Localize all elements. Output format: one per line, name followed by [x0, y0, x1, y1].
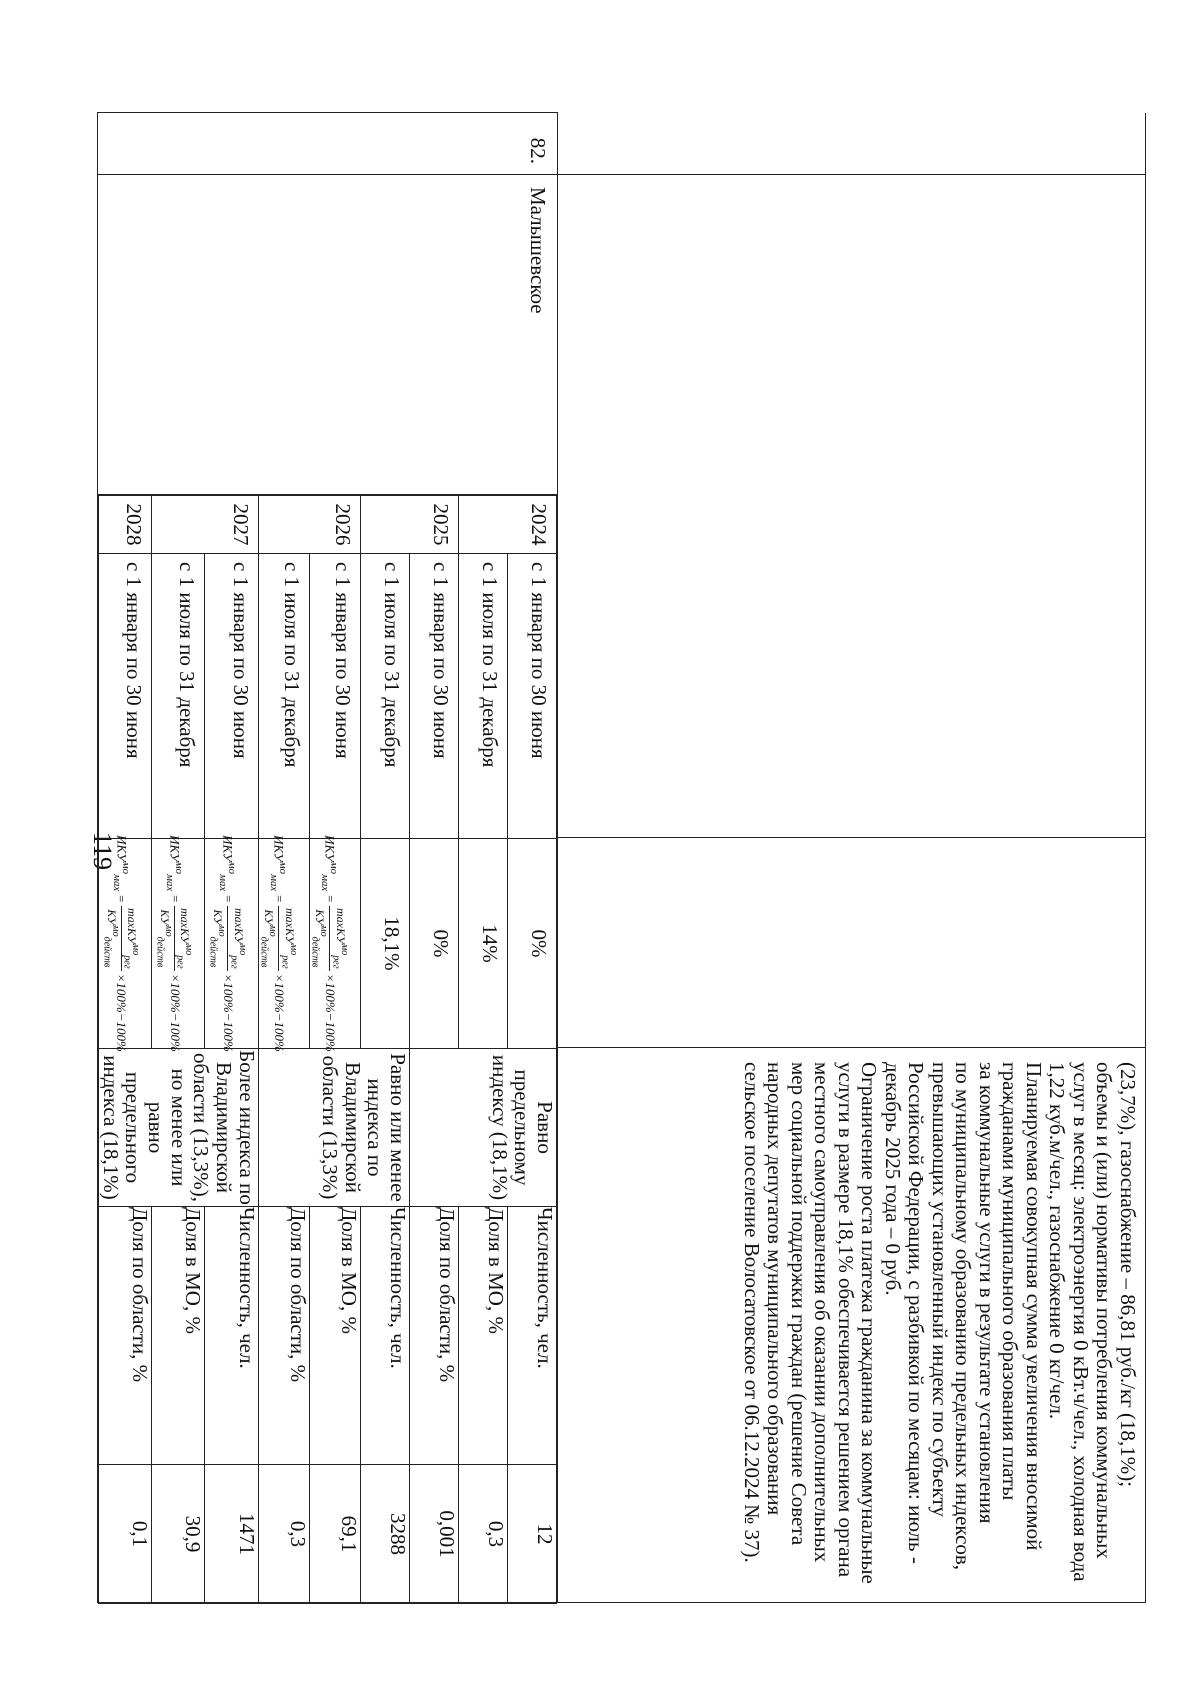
formula-den-base: КУ: [157, 909, 172, 926]
formula-den-sup: мо: [162, 925, 174, 937]
formula-num-sup: мо: [236, 943, 248, 956]
period-cell: с 1 января по 30 июня: [410, 554, 459, 839]
formula-lhs-sup: мо: [226, 861, 239, 875]
stat-value: 69,1: [309, 1465, 360, 1604]
year-cell: 2025: [361, 496, 459, 554]
description-line: мер социальной поддержки граждан (решение Совета: [786, 1062, 811, 1546]
formula-lhs-sup: мо: [172, 861, 185, 875]
condition-cell: Равно или менее индекса по Владимирской области (13,3%): [258, 1049, 409, 1207]
formula-fraction: [208, 906, 248, 971]
formula-fraction: [259, 906, 299, 971]
description-line: (23,7%), газоснабжение – 86,81 руб./кг (18,1%);: [1116, 1062, 1140, 1488]
formula-den-sub: действ: [310, 936, 322, 968]
formula-lhs-sup: мо: [277, 861, 290, 875]
formula-fraction: [101, 906, 141, 971]
period-cell: с 1 июля по 31 декабря: [258, 554, 309, 839]
index-cell: [152, 835, 205, 1052]
formula-equals: =: [114, 894, 130, 904]
formula-numerator: [278, 906, 299, 971]
formula-lhs-sub: мах: [110, 874, 123, 892]
formula-denominator: [259, 907, 279, 969]
continuation-row: [558, 113, 1146, 1603]
formula-lhs-base: ИКУ: [114, 835, 130, 862]
formula-lhs: [217, 835, 238, 891]
formula-num-sup: мо: [130, 943, 142, 956]
index-formula: [310, 835, 354, 1052]
year-cell: 2027: [152, 496, 258, 554]
formula-lhs-sub: мах: [319, 874, 332, 892]
index-cell: 14%: [459, 839, 508, 1049]
formula-denominator: [101, 907, 121, 969]
description-line: местного самоуправления об оказании дополнительных: [810, 1062, 835, 1563]
formula-lhs: [268, 835, 289, 891]
formula-num-sub: рег: [279, 955, 291, 969]
table-row: [508, 496, 557, 1604]
formula-numerator: [329, 906, 350, 971]
stat-label: Численность, чел.: [361, 1207, 410, 1465]
index-cell: [309, 835, 360, 1052]
year-cell: 2028: [98, 496, 151, 554]
formula-numerator: [227, 906, 248, 971]
formula-tail: ×100%−100%: [167, 973, 183, 1052]
description-line: по муниципальному образованию предельных индексов,: [951, 1062, 976, 1571]
description-cell: [558, 1048, 1146, 1603]
municipality-name: Малышевское: [97, 175, 557, 495]
index-formula: [154, 835, 198, 1052]
stat-label: Доля по области, %: [98, 1207, 151, 1465]
formula-lhs-sub: мах: [268, 874, 281, 892]
formula-denominator: [208, 907, 228, 969]
formula-lhs: [319, 835, 340, 891]
municipal-index-table: [97, 112, 1146, 1603]
formula-den-sup: мо: [267, 925, 279, 937]
formula-lhs-sup: мо: [328, 861, 341, 875]
formula-den-base: КУ: [211, 909, 226, 926]
stat-label: Доля в МО, %: [152, 1207, 205, 1465]
period-cell: с 1 января по 30 июня: [205, 554, 258, 839]
formula-numerator: [121, 906, 142, 971]
formula-den-sup: мо: [318, 925, 330, 937]
formula-tail: ×100%−100%: [323, 973, 339, 1052]
formula-num-sup: мо: [287, 943, 299, 956]
formula-num-sub: рег: [228, 955, 240, 969]
formula-num-base: maxКУ: [334, 908, 348, 944]
row-number: 82.: [97, 113, 557, 175]
formula-den-base: КУ: [104, 909, 119, 926]
description-line: декабрь 2025 года – 0 руб.: [880, 1062, 905, 1296]
stat-label: Доля по области, %: [258, 1207, 309, 1465]
stat-label: Численность, чел.: [508, 1207, 557, 1465]
index-cell: [205, 835, 258, 1052]
formula-tail: ×100%−100%: [114, 973, 130, 1052]
stat-label: Доля в МО, %: [309, 1207, 360, 1465]
formula-num-sup: мо: [183, 943, 195, 956]
description-line: превышающих установленный индекс по субъекту: [927, 1062, 952, 1517]
table-row: [205, 496, 258, 1604]
description-line: услуги в размере 18,1% обеспечивается решением органа: [833, 1062, 858, 1578]
formula-lhs: [111, 835, 132, 891]
formula-fraction: [154, 906, 194, 971]
formula-den-sup: мо: [216, 925, 228, 937]
description-line: 1,22 куб.м/чел., газоснабжение 0 кг/чел.: [1045, 1062, 1070, 1420]
index-cell: 18,1%: [361, 839, 410, 1049]
period-cell: с 1 июля по 31 декабря: [361, 554, 410, 839]
formula-tail: ×100%−100%: [220, 973, 236, 1052]
description-line: услуг в месяц: электроэнергия 0 кВт.ч/чел., холодная вода: [1068, 1062, 1093, 1582]
description-line: гражданами муниципального образования платы: [998, 1062, 1023, 1501]
stat-value: 3288: [361, 1465, 410, 1604]
period-cell: с 1 января по 30 июня: [98, 554, 151, 839]
period-cell: с 1 января по 30 июня: [309, 554, 360, 839]
stat-label: Доля по области, %: [410, 1207, 459, 1465]
formula-lhs: [164, 835, 185, 891]
formula-fraction: [310, 906, 350, 971]
formula-lhs-base: ИКУ: [323, 835, 339, 862]
formula-num-sup: мо: [339, 943, 350, 956]
year-cell: 2024: [459, 496, 557, 554]
index-cell: [258, 835, 309, 1052]
formula-num-base: maxКУ: [125, 908, 140, 944]
formula-den-sub: действ: [207, 936, 219, 968]
formula-denominator: [154, 907, 174, 969]
page-number: 119: [88, 831, 117, 871]
stat-label: Численность, чел.: [205, 1207, 258, 1465]
formula-lhs-base: ИКУ: [220, 835, 236, 862]
description-line: Ограничение роста платежа гражданина за коммунальные: [857, 1062, 882, 1584]
formula-lhs-sub: мах: [217, 874, 230, 892]
index-formula: [207, 835, 252, 1052]
period-cell: с 1 июля по 31 декабря: [459, 554, 508, 839]
description-line: Планируемая совокупная сумма увеличения вносимой: [1021, 1062, 1046, 1551]
formula-lhs-sup: мо: [119, 861, 132, 875]
formula-equals: =: [167, 894, 183, 904]
description-line: народных депутатов муниципального образования: [763, 1062, 788, 1516]
formula-lhs-sub: мах: [163, 874, 176, 892]
period-detail-table: [98, 495, 557, 1604]
municipality-row: [97, 113, 557, 1603]
period-cell: с 1 января по 30 июня: [508, 554, 557, 839]
stat-value: 12: [508, 1465, 557, 1604]
formula-denominator: [310, 907, 330, 969]
formula-den-base: КУ: [313, 909, 328, 926]
formula-den-sup: мо: [109, 925, 121, 937]
period-cell: с 1 июля по 31 декабря: [152, 554, 205, 839]
formula-tail: ×100%−100%: [272, 973, 288, 1052]
formula-equals: =: [323, 894, 339, 904]
stat-value: 1471: [205, 1465, 258, 1604]
stat-value: 0,3: [459, 1465, 508, 1604]
index-formula: [258, 835, 303, 1052]
formula-num-base: maxКУ: [178, 908, 193, 944]
stat-value: 0,3: [258, 1465, 309, 1604]
formula-num-sub: рег: [330, 955, 342, 969]
index-cell: [98, 835, 151, 1052]
formula-den-sub: действ: [154, 936, 166, 968]
stat-value: 0,1: [98, 1465, 151, 1604]
formula-equals: =: [220, 894, 236, 904]
formula-numerator: [174, 906, 195, 971]
index-cell: 0%: [508, 839, 557, 1049]
formula-den-sub: действ: [258, 936, 270, 968]
formula-lhs-base: ИКУ: [271, 835, 287, 862]
stat-value: 30,9: [152, 1465, 205, 1604]
formula-den-base: КУ: [262, 909, 277, 926]
description-line: объемы и (или) нормативы потребления коммунальных: [1092, 1062, 1117, 1559]
description-line: за коммунальные услуги в результате установления: [974, 1062, 999, 1524]
table-row: [361, 496, 410, 1604]
formula-num-base: maxКУ: [282, 908, 297, 944]
formula-den-sub: действ: [101, 936, 113, 968]
description-line: сельское поселение Волосатовское от 06.12.2024 № 37).: [739, 1062, 764, 1563]
condition-cell: Более индекса по Владимирской области (13,3%), но менее или равно предельного индекса (18,1%): [98, 1050, 259, 1205]
description-text: [739, 1062, 1139, 1592]
formula-num-base: maxКУ: [231, 908, 246, 944]
year-cell: 2026: [258, 496, 360, 554]
index-cell: 0%: [410, 839, 459, 1049]
formula-equals: =: [272, 894, 288, 904]
index-formula: [101, 835, 145, 1052]
description-line: Российской Федерации, с разбивкой по месяцам: июль -: [904, 1062, 929, 1564]
formula-lhs-base: ИКУ: [167, 835, 183, 862]
formula-num-sub: рег: [175, 955, 187, 969]
stat-value: 0,001: [410, 1465, 459, 1604]
formula-num-sub: рег: [121, 955, 133, 969]
condition-cell: Равно предельному индексу (18,1%): [410, 1049, 557, 1207]
stat-label: Доля в МО, %: [459, 1207, 508, 1465]
